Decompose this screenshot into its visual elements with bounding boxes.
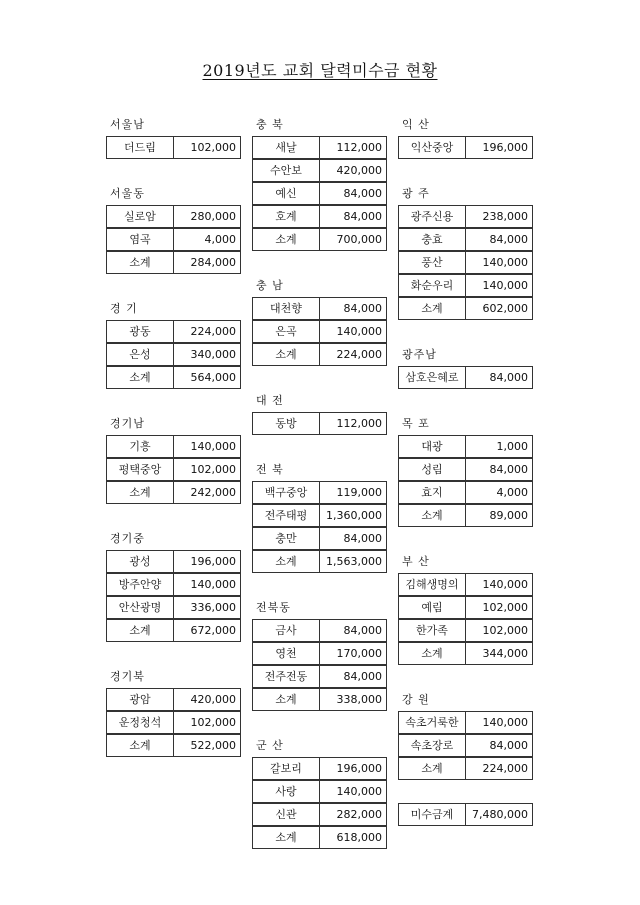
amount-cell: 119,000	[319, 481, 387, 504]
church-name-cell: 충효	[398, 228, 466, 251]
amount-cell: 522,000	[173, 734, 241, 757]
amount-cell: 224,000	[173, 320, 241, 343]
amount-cell: 84,000	[319, 205, 387, 228]
church-name-cell: 광성	[106, 550, 174, 573]
church-name-cell: 소계	[106, 251, 174, 274]
amount-cell: 102,000	[173, 711, 241, 734]
amount-cell: 196,000	[319, 757, 387, 780]
church-name-cell: 소계	[398, 642, 466, 665]
amount-cell: 1,000	[465, 435, 533, 458]
amount-cell: 140,000	[173, 573, 241, 596]
church-name-cell: 광주신용	[398, 205, 466, 228]
amount-cell: 344,000	[465, 642, 533, 665]
amount-cell: 618,000	[319, 826, 387, 849]
amount-cell: 84,000	[319, 665, 387, 688]
amount-cell: 336,000	[173, 596, 241, 619]
church-name-cell: 금사	[252, 619, 320, 642]
church-name-cell: 소계	[252, 550, 320, 573]
church-name-cell: 대천향	[252, 297, 320, 320]
region-name: 경기남	[110, 417, 145, 430]
amount-cell: 7,480,000	[465, 803, 533, 826]
region-name: 광 주	[402, 187, 430, 200]
amount-cell: 84,000	[319, 527, 387, 550]
church-name-cell: 소계	[106, 366, 174, 389]
amount-cell: 238,000	[465, 205, 533, 228]
church-name-cell: 사랑	[252, 780, 320, 803]
church-name-cell: 예신	[252, 182, 320, 205]
church-name-cell: 소계	[252, 343, 320, 366]
amount-cell: 84,000	[465, 734, 533, 757]
church-name-cell: 전주태평	[252, 504, 320, 527]
church-name-cell: 평택중앙	[106, 458, 174, 481]
church-name-cell: 운정청석	[106, 711, 174, 734]
amount-cell: 340,000	[173, 343, 241, 366]
amount-cell: 284,000	[173, 251, 241, 274]
page-title: 2019년도 교회 달력미수금 현황	[202, 61, 438, 80]
church-name-cell: 광암	[106, 688, 174, 711]
amount-cell: 140,000	[465, 711, 533, 734]
region-name: 경 기	[110, 302, 138, 315]
region-name: 군 산	[256, 739, 284, 752]
region-name: 서울남	[110, 118, 145, 131]
amount-cell: 102,000	[173, 458, 241, 481]
region-name: 강 원	[402, 693, 430, 706]
church-name-cell: 광동	[106, 320, 174, 343]
church-name-cell: 새날	[252, 136, 320, 159]
amount-cell: 112,000	[319, 412, 387, 435]
church-name-cell: 속초장로	[398, 734, 466, 757]
church-name-cell: 익산중앙	[398, 136, 466, 159]
church-name-cell: 신관	[252, 803, 320, 826]
region-name: 경기북	[110, 670, 145, 683]
church-name-cell: 염곡	[106, 228, 174, 251]
amount-cell: 84,000	[465, 228, 533, 251]
amount-cell: 102,000	[465, 619, 533, 642]
region-name: 목 포	[402, 417, 430, 430]
amount-cell: 84,000	[465, 458, 533, 481]
church-name-cell: 미수금계	[398, 803, 466, 826]
amount-cell: 84,000	[319, 182, 387, 205]
church-name-cell: 소계	[106, 619, 174, 642]
amount-cell: 242,000	[173, 481, 241, 504]
amount-cell: 140,000	[319, 320, 387, 343]
amount-cell: 1,360,000	[319, 504, 387, 527]
church-name-cell: 소계	[398, 504, 466, 527]
amount-cell: 280,000	[173, 205, 241, 228]
church-name-cell: 기흥	[106, 435, 174, 458]
church-name-cell: 예림	[398, 596, 466, 619]
church-name-cell: 소계	[252, 826, 320, 849]
church-name-cell: 영천	[252, 642, 320, 665]
church-name-cell: 삼호은혜로	[398, 366, 466, 389]
amount-cell: 140,000	[173, 435, 241, 458]
amount-cell: 140,000	[465, 573, 533, 596]
amount-cell: 140,000	[319, 780, 387, 803]
church-name-cell: 소계	[398, 297, 466, 320]
amount-cell: 102,000	[173, 136, 241, 159]
church-name-cell: 방주안양	[106, 573, 174, 596]
amount-cell: 602,000	[465, 297, 533, 320]
region-name: 전북동	[256, 601, 291, 614]
church-name-cell: 안산광명	[106, 596, 174, 619]
church-name-cell: 대광	[398, 435, 466, 458]
church-name-cell: 은곡	[252, 320, 320, 343]
amount-cell: 112,000	[319, 136, 387, 159]
church-name-cell: 전주전동	[252, 665, 320, 688]
amount-cell: 4,000	[173, 228, 241, 251]
region-name: 충 남	[256, 279, 284, 292]
amount-cell: 102,000	[465, 596, 533, 619]
amount-cell: 196,000	[465, 136, 533, 159]
amount-cell: 84,000	[319, 619, 387, 642]
amount-cell: 420,000	[173, 688, 241, 711]
church-name-cell: 김해생명의	[398, 573, 466, 596]
church-name-cell: 충만	[252, 527, 320, 550]
church-name-cell: 은성	[106, 343, 174, 366]
region-name: 전 북	[256, 463, 284, 476]
church-name-cell: 소계	[398, 757, 466, 780]
amount-cell: 140,000	[465, 251, 533, 274]
church-name-cell: 소계	[252, 228, 320, 251]
region-name: 대 전	[256, 394, 284, 407]
amount-cell: 196,000	[173, 550, 241, 573]
region-name: 광주남	[402, 348, 437, 361]
amount-cell: 224,000	[319, 343, 387, 366]
region-name: 서울동	[110, 187, 145, 200]
church-name-cell: 풍산	[398, 251, 466, 274]
church-name-cell: 소계	[252, 688, 320, 711]
church-name-cell: 소계	[106, 481, 174, 504]
amount-cell: 1,563,000	[319, 550, 387, 573]
amount-cell: 4,000	[465, 481, 533, 504]
amount-cell: 564,000	[173, 366, 241, 389]
church-name-cell: 속초거룩한	[398, 711, 466, 734]
amount-cell: 89,000	[465, 504, 533, 527]
church-name-cell: 화순우리	[398, 274, 466, 297]
church-name-cell: 성림	[398, 458, 466, 481]
church-name-cell: 한가족	[398, 619, 466, 642]
amount-cell: 140,000	[465, 274, 533, 297]
region-name: 부 산	[402, 555, 430, 568]
church-name-cell: 수안보	[252, 159, 320, 182]
amount-cell: 420,000	[319, 159, 387, 182]
amount-cell: 170,000	[319, 642, 387, 665]
church-name-cell: 더드림	[106, 136, 174, 159]
church-name-cell: 실로암	[106, 205, 174, 228]
region-name: 충 북	[256, 118, 284, 131]
church-name-cell: 소계	[106, 734, 174, 757]
region-name: 경기중	[110, 532, 145, 545]
church-name-cell: 동방	[252, 412, 320, 435]
church-name-cell: 호계	[252, 205, 320, 228]
region-name: 익 산	[402, 118, 430, 131]
amount-cell: 84,000	[465, 366, 533, 389]
amount-cell: 224,000	[465, 757, 533, 780]
amount-cell: 84,000	[319, 297, 387, 320]
church-name-cell: 백구중앙	[252, 481, 320, 504]
church-name-cell: 효지	[398, 481, 466, 504]
church-name-cell: 갈보리	[252, 757, 320, 780]
amount-cell: 282,000	[319, 803, 387, 826]
amount-cell: 338,000	[319, 688, 387, 711]
amount-cell: 672,000	[173, 619, 241, 642]
amount-cell: 700,000	[319, 228, 387, 251]
